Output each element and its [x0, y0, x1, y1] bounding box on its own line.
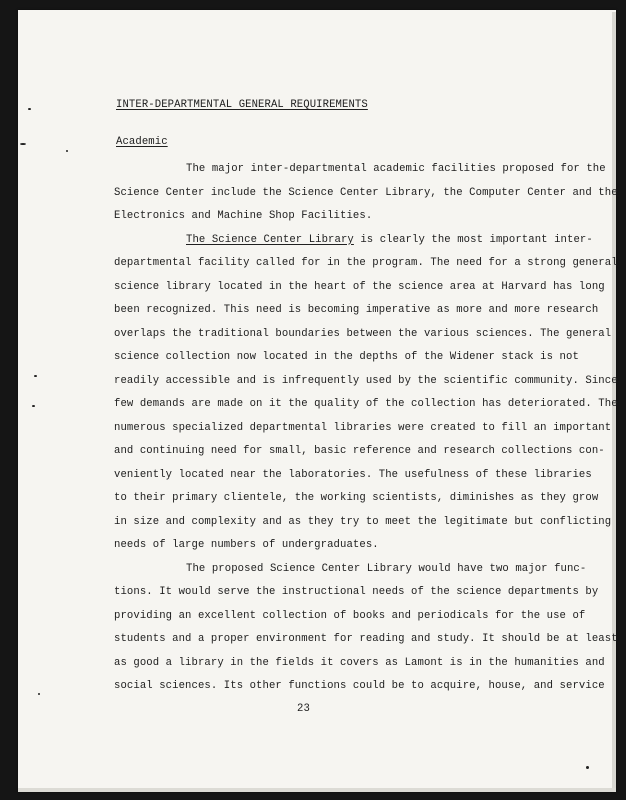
- text-line: [114, 605, 584, 629]
- subheading: Academic: [116, 136, 168, 148]
- text-line: [114, 628, 618, 652]
- line-text: providing an excellent collection of books and periodicals for the use of: [114, 609, 586, 622]
- text-line: [114, 675, 605, 699]
- text-line: [114, 229, 593, 253]
- scan-speck: [586, 766, 589, 769]
- section-heading: INTER-DEPARTMENTAL GENERAL REQUIREMENTS: [116, 99, 368, 111]
- text-line: [114, 511, 612, 535]
- line-text: The proposed Science Center Library would have two major func-: [186, 562, 587, 575]
- text-line: [114, 487, 599, 511]
- text-line: [114, 464, 592, 488]
- line-text: Electronics and Machine Shop Facilities.: [114, 210, 373, 222]
- line-text: social sciences. Its other functions could be to acquire, house, and service: [114, 680, 605, 692]
- page-number: 23: [297, 703, 310, 715]
- scan-speck: [20, 143, 26, 145]
- text-line: [114, 370, 618, 394]
- line-text: tions. It would serve the instructional needs of the science departments by: [114, 586, 599, 598]
- text-line: [114, 346, 584, 370]
- line-text: needs of large numbers of undergraduates.: [114, 539, 379, 551]
- line-text: as good a library in the fields it covers as Lamont is in the humanities and: [114, 656, 605, 669]
- text-line: [114, 158, 606, 182]
- text-line: [114, 182, 618, 206]
- text-line: [114, 534, 584, 558]
- text-line: [114, 393, 618, 417]
- line-text: is clearly the most important inter-: [353, 233, 593, 246]
- scan-speck: [38, 693, 40, 695]
- line-text: overlaps the traditional boundaries between the various sciences. The general: [114, 327, 612, 340]
- text-line: [114, 323, 612, 347]
- body-text: [114, 158, 618, 699]
- line-text: Science Center include the Science Center Library, the Computer Center and the: [114, 186, 618, 199]
- text-line: [114, 276, 605, 300]
- text-line: [114, 417, 612, 441]
- scan-speck: [28, 108, 31, 110]
- scan-speck: [66, 150, 68, 152]
- line-text: and continuing need for small, basic reference and research collections con-: [114, 445, 605, 457]
- text-line: [114, 581, 599, 605]
- line-text: science collection now located in the depths of the Widener stack is not: [114, 351, 579, 363]
- text-line: [114, 299, 599, 323]
- text-line: [114, 558, 587, 582]
- line-text: science library located in the heart of the science area at Harvard has long: [114, 280, 605, 293]
- line-text: numerous specialized departmental libraries were created to fill an important: [114, 421, 612, 434]
- scan-speck: [34, 375, 37, 377]
- text-line: [114, 205, 584, 229]
- line-text: students and a proper environment for reading and study. It should be at least: [114, 633, 618, 645]
- text-line: [114, 652, 605, 676]
- line-text: veniently located near the laboratories. The usefulness of these libraries: [114, 468, 592, 481]
- line-text: few demands are made on it the quality of the collection has deteriorated. The: [114, 398, 618, 410]
- line-text: been recognized. This need is becoming imperative as more and more research: [114, 304, 599, 316]
- line-text: to their primary clientele, the working scientists, diminishes as they grow: [114, 492, 599, 504]
- paper-edge-bottom: [18, 788, 616, 792]
- text-line: [114, 252, 618, 276]
- line-text: readily accessible and is infrequently used by the scientific community. Since: [114, 374, 618, 387]
- underlined-title: The Science Center Library: [186, 233, 354, 246]
- scan-speck: [32, 405, 35, 407]
- line-text: departmental facility called for in the program. The need for a strong general: [114, 257, 618, 269]
- line-text: The major inter-departmental academic facilities proposed for the: [186, 163, 606, 175]
- text-line: [114, 440, 605, 464]
- line-text: in size and complexity and as they try to meet the legitimate but conflicting: [114, 515, 612, 528]
